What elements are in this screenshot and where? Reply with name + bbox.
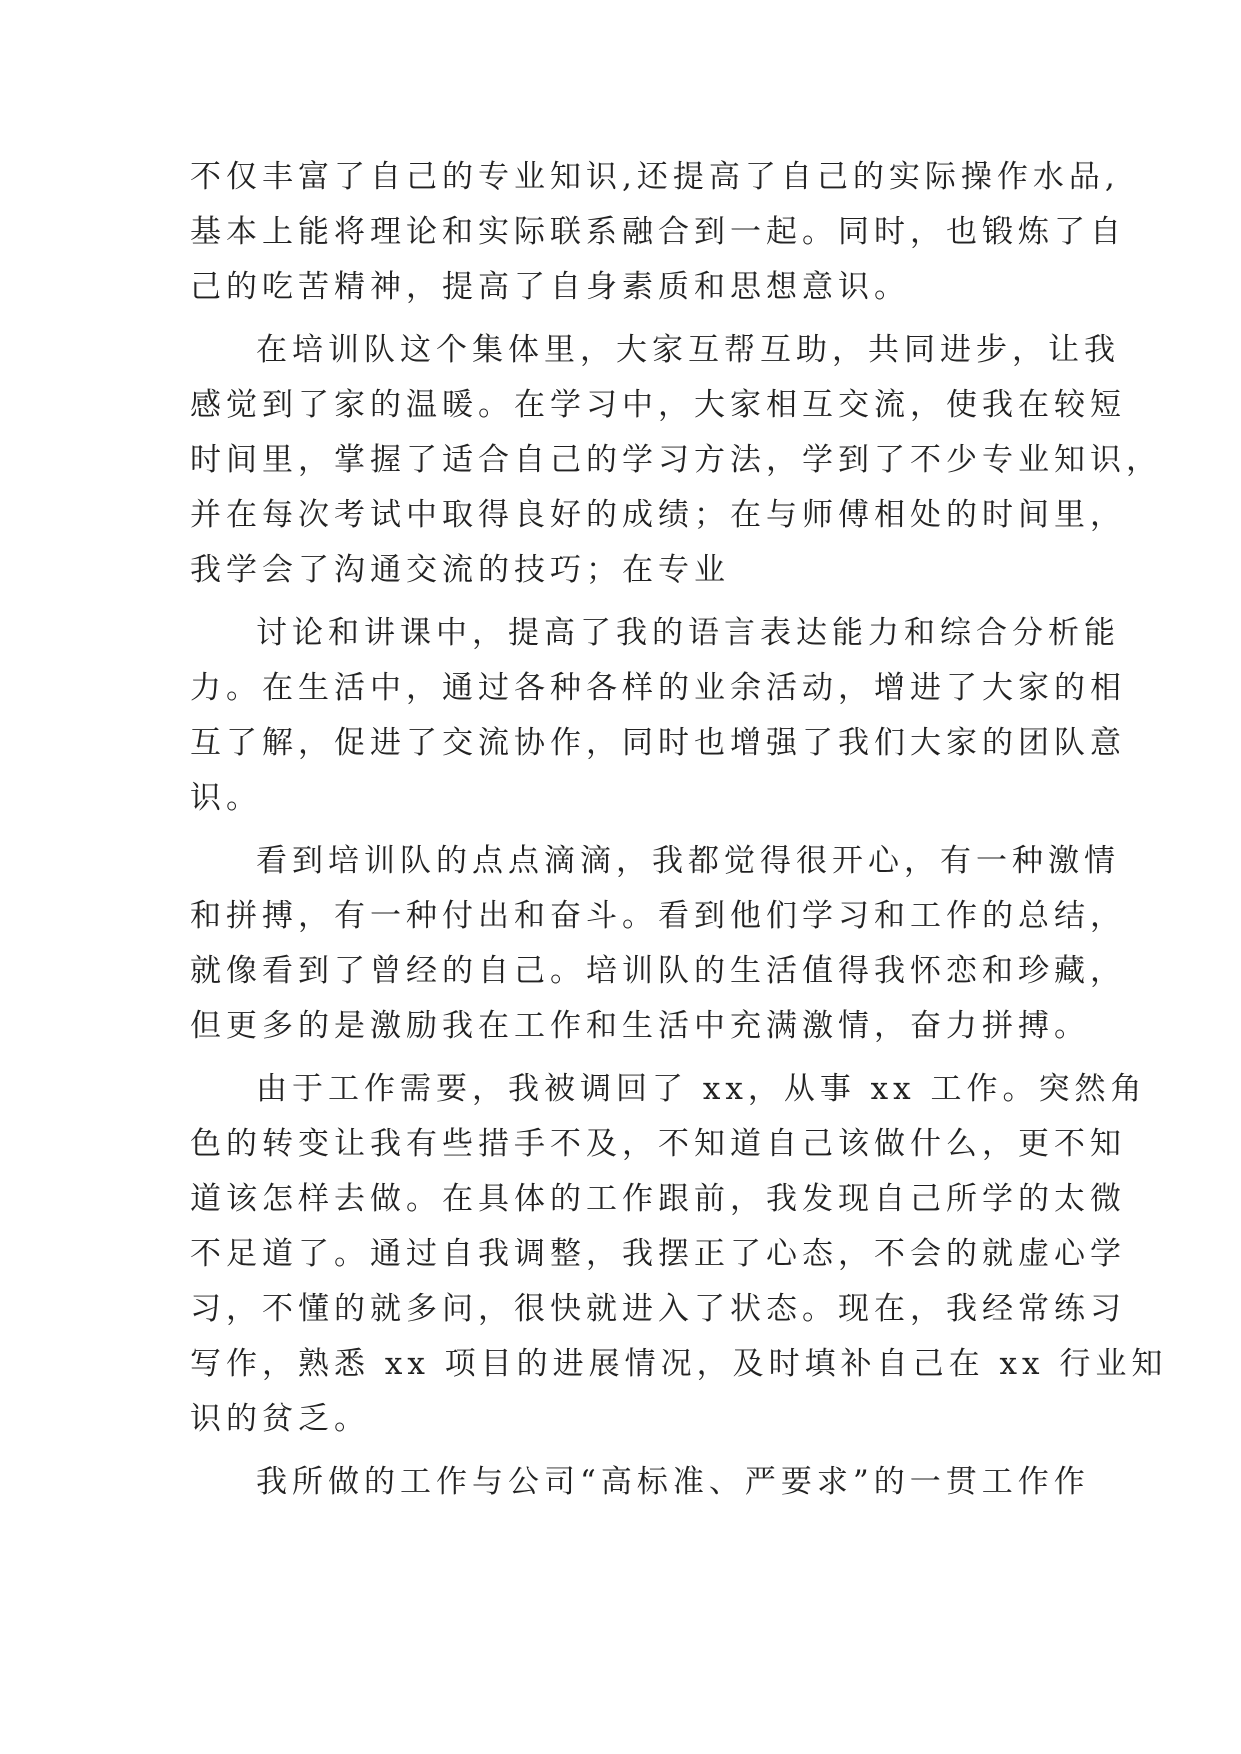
text-line: 我所做的工作与公司“高标准、严要求”的一贯工作作 xyxy=(256,1464,1090,1500)
text-line: 但更多的是激励我在工作和生活中充满激情，奋力拼搏。 xyxy=(190,1008,1090,1044)
text-line: 力。在生活中，通过各种各样的业余活动，增进了大家的相 xyxy=(190,670,1126,706)
text-line: 并在每次考试中取得良好的成绩；在与师傅相处的时间里， xyxy=(190,497,1126,533)
text-line: 道该怎样去做。在具体的工作跟前，我发现自己所学的太微 xyxy=(190,1181,1126,1217)
text-line: 看到培训队的点点滴滴，我都觉得很开心，有一种激情 xyxy=(256,843,1120,879)
text-line: 基本上能将理论和实际联系融合到一起。同时，也锻炼了自 xyxy=(190,214,1126,250)
text-line: 就像看到了曾经的自己。培训队的生活值得我怀恋和珍藏， xyxy=(190,953,1126,989)
text-line: 互了解，促进了交流协作，同时也增强了我们大家的团队意 xyxy=(190,725,1126,761)
paragraph-1 xyxy=(190,150,1126,315)
text-line: 写作，熟悉 xx 项目的进展情况，及时填补自己在 xx 行业知 xyxy=(190,1346,1168,1382)
text-line: 不仅丰富了自己的专业知识,还提高了自己的实际操作水品, xyxy=(190,159,1120,195)
text-line: 不足道了。通过自我调整，我摆正了心态，不会的就虚心学 xyxy=(190,1236,1126,1272)
text-line: 讨论和讲课中，提高了我的语言表达能力和综合分析能 xyxy=(256,615,1120,651)
paragraph-2 xyxy=(190,323,1162,598)
document-body xyxy=(190,150,1168,1510)
text-line: 我学会了沟通交流的技巧；在专业 xyxy=(190,552,730,588)
paragraph-5 xyxy=(190,1062,1168,1447)
text-line: 习，不懂的就多问，很快就进入了状态。现在，我经常练习 xyxy=(190,1291,1126,1327)
paragraph-4 xyxy=(190,834,1126,1054)
text-line: 己的吃苦精神，提高了自身素质和思想意识。 xyxy=(190,269,910,305)
text-line: 时间里，掌握了适合自己的学习方法，学到了不少专业知识， xyxy=(190,442,1162,478)
paragraph-3 xyxy=(190,606,1126,826)
text-line: 色的转变让我有些措手不及，不知道自己该做什么，更不知 xyxy=(190,1126,1126,1162)
text-line: 识。 xyxy=(190,780,262,816)
text-line: 感觉到了家的温暖。在学习中，大家相互交流，使我在较短 xyxy=(190,387,1126,423)
text-line: 识的贫乏。 xyxy=(190,1401,370,1437)
text-line: 和拼搏，有一种付出和奋斗。看到他们学习和工作的总结， xyxy=(190,898,1126,934)
text-line: 在培训队这个集体里，大家互帮互助，共同进步，让我 xyxy=(256,332,1120,368)
paragraph-6 xyxy=(190,1455,1090,1510)
text-line: 由于工作需要，我被调回了 xx，从事 xx 工作。突然角 xyxy=(256,1071,1147,1107)
